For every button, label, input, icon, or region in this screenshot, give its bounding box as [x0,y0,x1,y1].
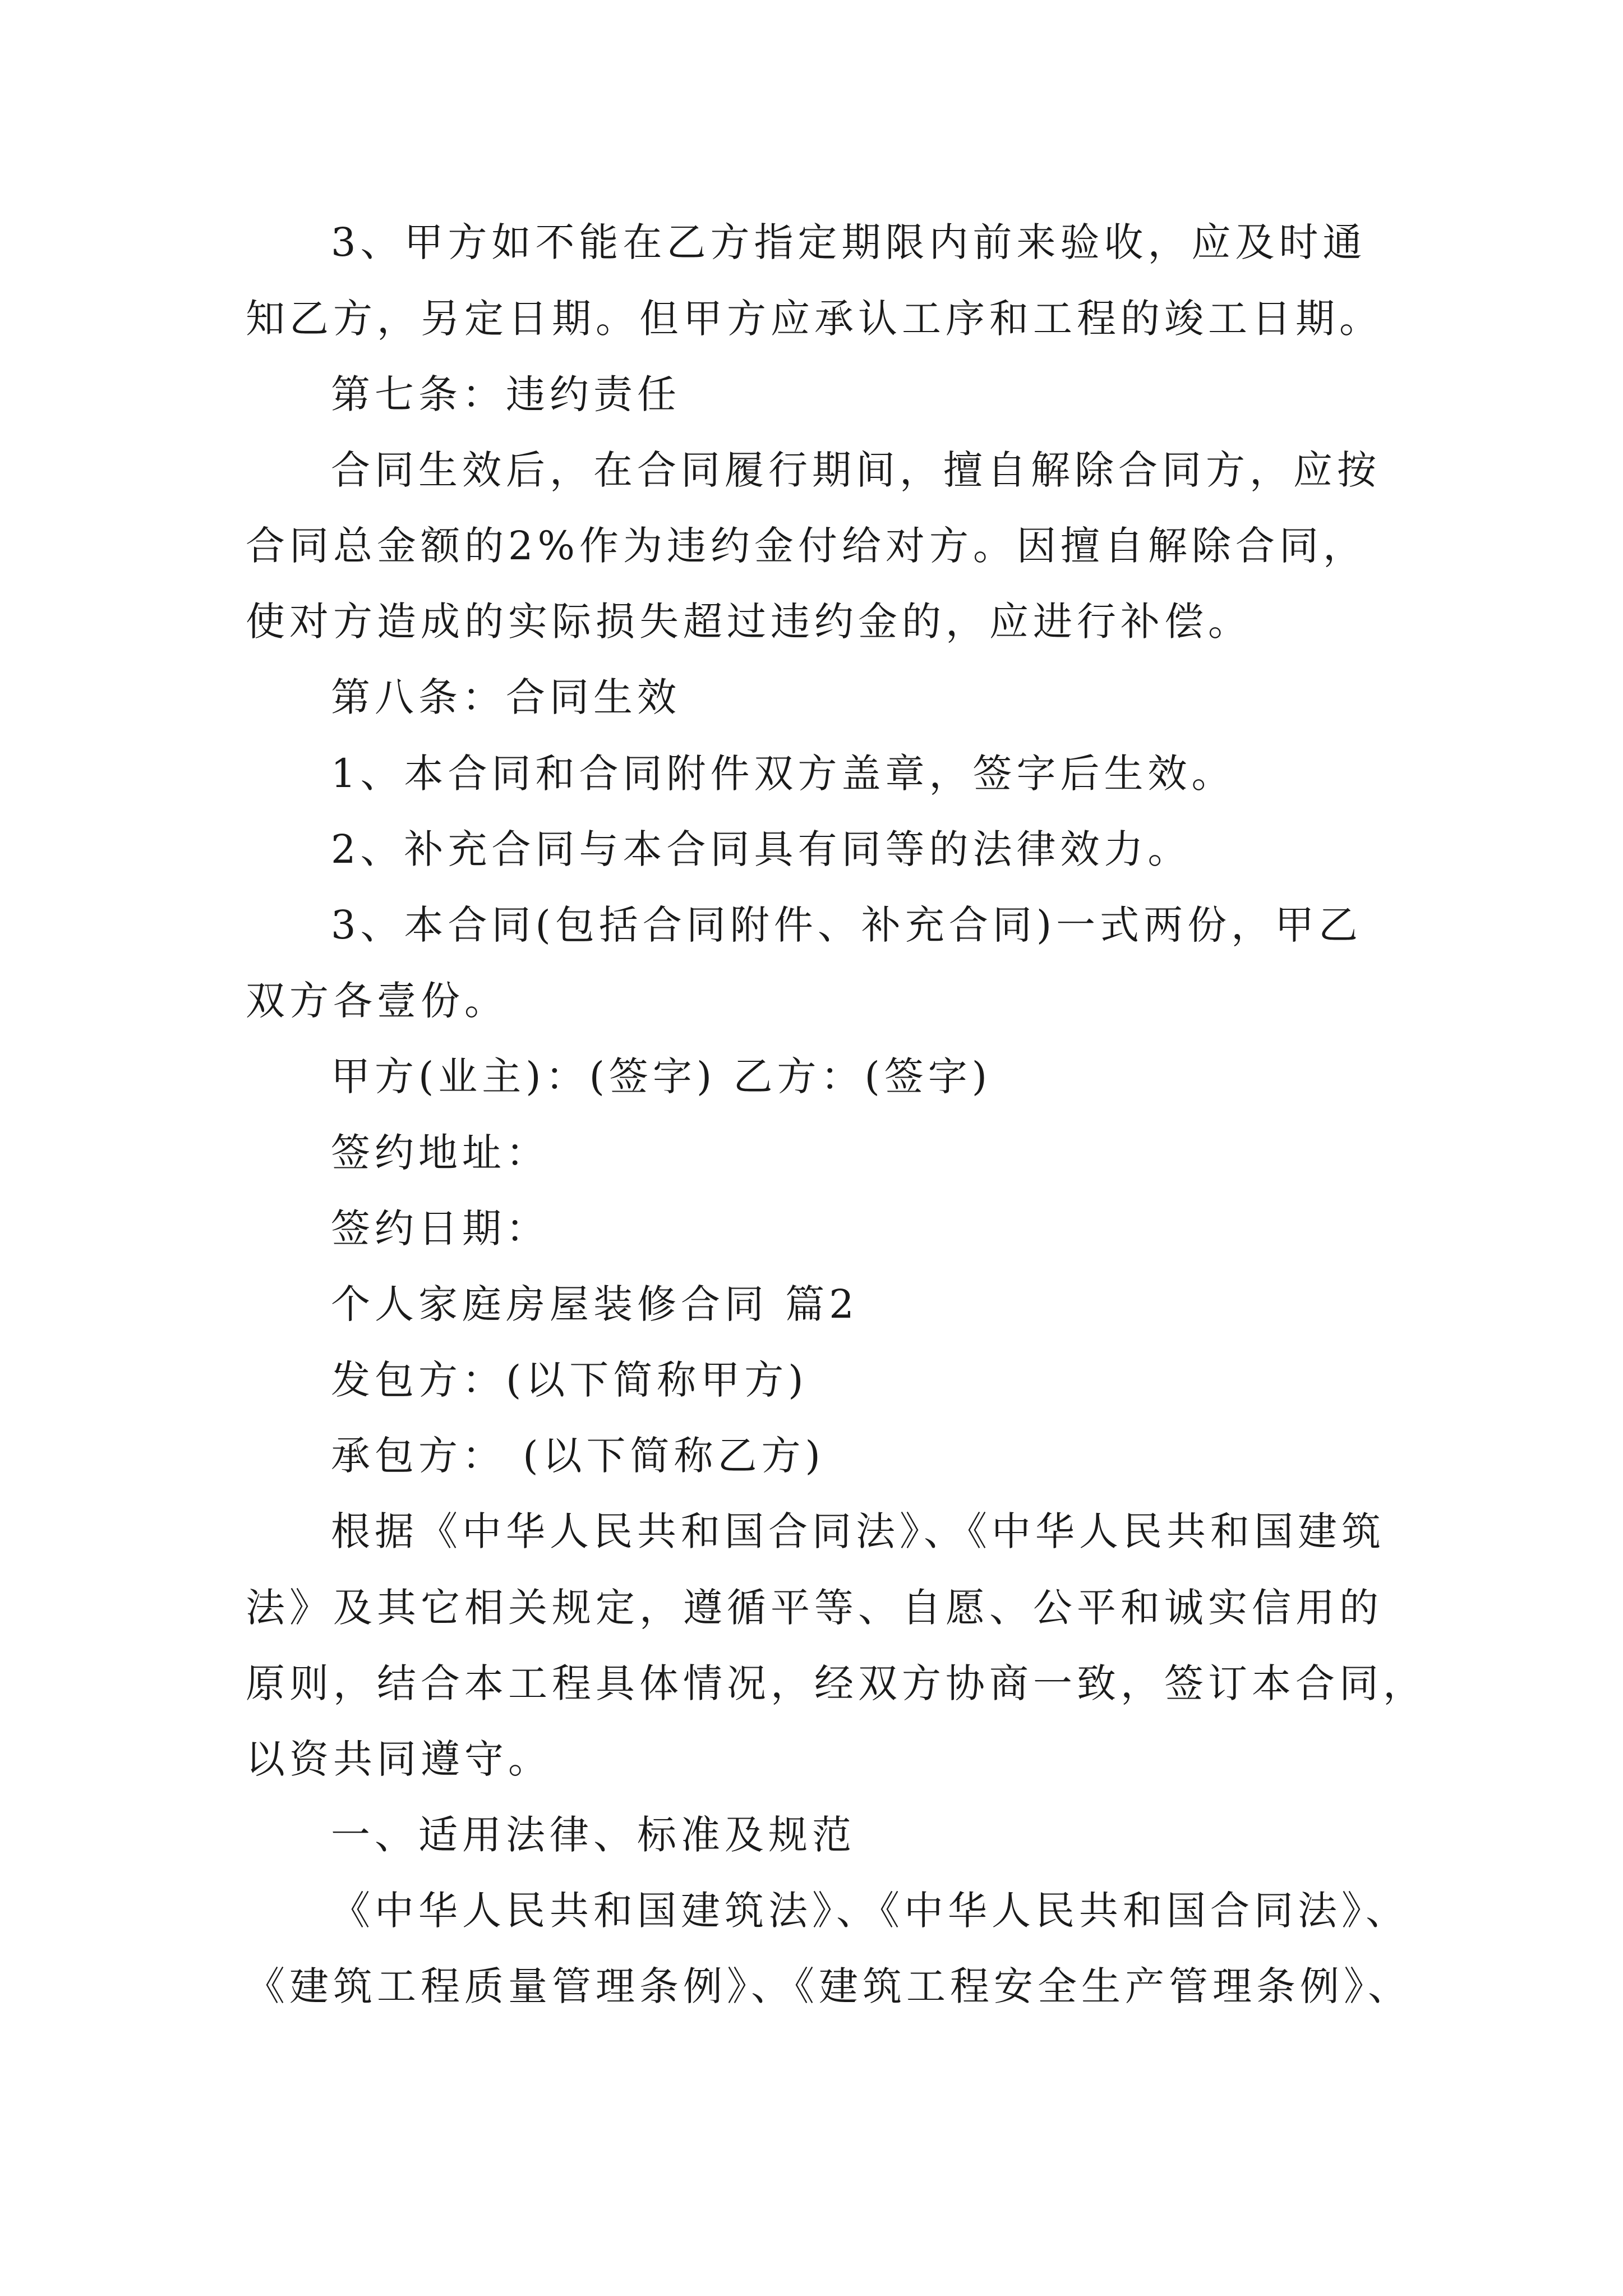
section-heading: 第七条：违约责任 [331,371,681,417]
text-line: 知乙方，另定日期。但甲方应承认工序和工程的竣工日期。 [246,296,1383,342]
signature-line: 甲方(业主)：(签字) 乙方：(签字) [331,1053,992,1099]
text-line: 合同生效后，在合同履行期间，擅自解除合同方，应按 [331,447,1381,493]
text-line: 根据《中华人民共和国合同法》、《中华人民共和国建筑 [331,1508,1385,1554]
section-heading: 一、适用法律、标准及规范 [331,1812,856,1858]
text-line: 1、本合同和合同附件双方盖章，签字后生效。 [331,751,1235,797]
text-line: 承包方： (以下简称乙方) [331,1433,825,1479]
signing-address-label: 签约地址： [331,1130,550,1176]
text-line: 使对方造成的实际损失超过违约金的，应进行补偿。 [246,599,1252,645]
text-line: 2、补充合同与本合同具有同等的法律效力。 [331,826,1192,872]
text-line: 《中华人民共和国建筑法》、《中华人民共和国合同法》、 [331,1888,1409,1934]
text-line: 原则，结合本工程具体情况，经双方协商一致，签订本合同， [246,1660,1427,1706]
contract-title: 个人家庭房屋装修合同 篇2 [331,1281,859,1327]
text-line: 《建筑工程质量管理条例》、《建筑工程安全生产管理条例》、 [246,1963,1412,2009]
text-line: 法》及其它相关规定，遵循平等、自愿、公平和诚实信用的 [246,1585,1383,1631]
text-line: 以资共同遵守。 [246,1736,552,1782]
text-line: 3、甲方如不能在乙方指定期限内前来验收，应及时通 [331,219,1367,265]
text-line: 3、本合同(包括合同附件、补充合同)一式两份，甲乙 [331,902,1363,948]
signing-date-label: 签约日期： [331,1205,550,1251]
text-line: 发包方：(以下简称甲方) [331,1357,808,1403]
text-line: 合同总金额的2%作为违约金付给对方。因擅自解除合同， [246,523,1367,569]
section-heading: 第八条：合同生效 [331,674,681,720]
text-line: 双方各壹份。 [246,978,508,1024]
